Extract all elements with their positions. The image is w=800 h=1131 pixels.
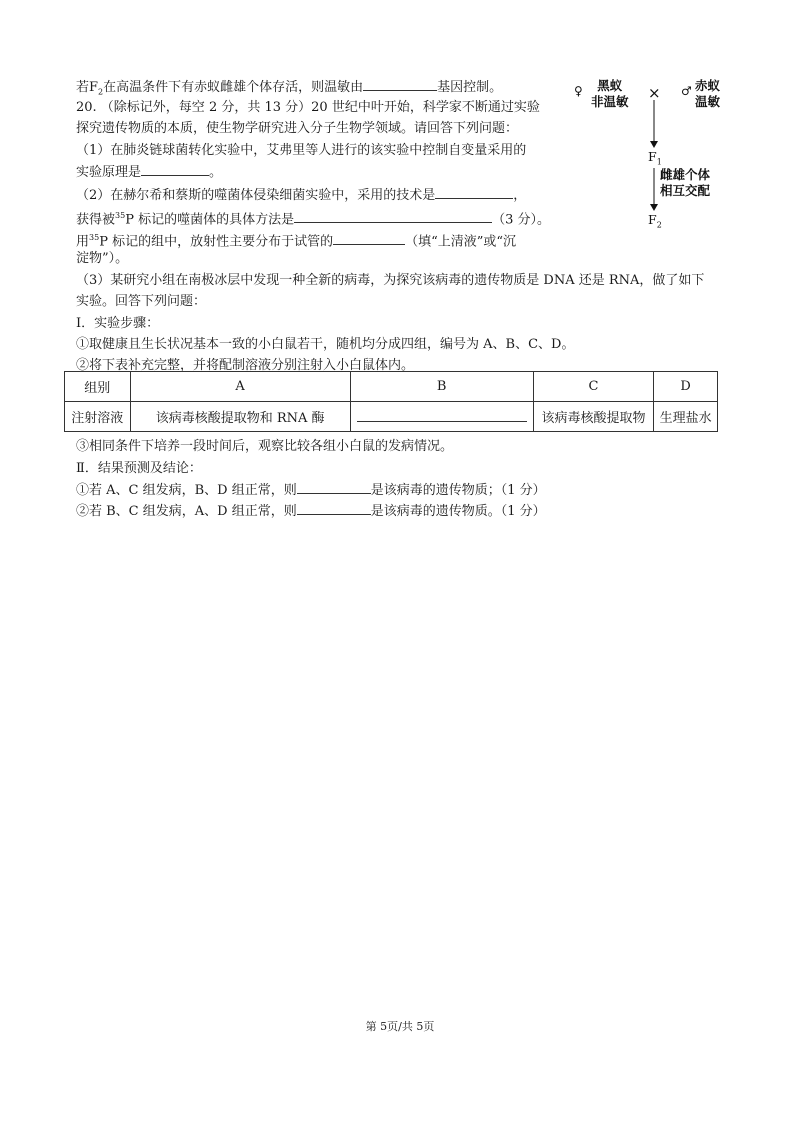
answer-blank[interactable] <box>141 162 209 176</box>
q20-part2-line2 <box>76 206 550 229</box>
result-2 <box>76 501 546 521</box>
page-footer: 第 5页/共 5页 <box>365 1020 435 1033</box>
results-title: Ⅱ．结果预测及结论： <box>76 461 202 476</box>
female-symbol: ♀ <box>574 84 583 98</box>
answer-blank[interactable] <box>294 209 492 223</box>
step-1: ①取健康且生长状况基本一致的小白鼠若干，随机均分成四组，编号为 A、B、C、D。 <box>76 337 575 352</box>
q19-text: 若F <box>76 80 99 95</box>
table-row-label: 注射溶液 <box>65 402 131 432</box>
female-parent-label <box>591 78 629 110</box>
result-text: 是该病毒的遗传物质。（1 分） <box>370 504 546 519</box>
answer-blank[interactable] <box>363 77 437 91</box>
f2-text: F <box>648 212 657 227</box>
male-symbol: ♂ <box>681 84 692 98</box>
q19-text: 在高温条件下有赤蚁雌雄个体存活，则温敏由 <box>103 80 364 95</box>
table-cell-a: 该病毒核酸提取物和 RNA 酶 <box>130 402 350 432</box>
step-2: ②将下表补充完整，并将配制溶液分别注射入小白鼠体内。 <box>76 358 415 373</box>
injection-table <box>64 371 718 432</box>
f1-text: F <box>648 149 657 164</box>
female-line2: 非温敏 <box>591 94 629 109</box>
part1-text: 。 <box>209 165 223 180</box>
answer-blank[interactable] <box>297 501 371 515</box>
table-cell-c: 该病毒核酸提取物 <box>533 402 654 432</box>
answer-blank[interactable] <box>297 480 371 494</box>
part2-text: P 标记的噬菌体的具体方法是 <box>125 212 295 228</box>
isotope-superscript: 35 <box>89 233 100 242</box>
q20-part2-line4: 淀物”）。 <box>76 251 129 266</box>
part1-text: 实验原理是 <box>76 165 142 180</box>
cross-symbol: × <box>648 84 661 102</box>
result-1 <box>76 480 546 500</box>
part2-text: ， <box>513 188 527 203</box>
male-parent-label <box>695 78 720 110</box>
f2-label <box>648 212 662 234</box>
result-text: ①若 A、C 组发病，B、D 组正常，则 <box>76 483 297 498</box>
q19-subscript: 2 <box>98 87 104 97</box>
table-header-row <box>65 372 718 402</box>
table-header-cell: 组别 <box>65 372 131 402</box>
part2-text: （3 分）。 <box>492 212 550 228</box>
table-row <box>65 402 718 432</box>
male-line2: 温敏 <box>695 94 721 109</box>
answer-blank[interactable] <box>357 408 527 422</box>
q20-part2-line1 <box>76 185 526 205</box>
steps-title: Ⅰ．实验步骤： <box>76 316 160 331</box>
step-line2: 相互交配 <box>660 183 711 198</box>
answer-blank[interactable] <box>333 231 405 245</box>
female-line1: 黑蚁 <box>597 78 623 93</box>
q20-part2-line3 <box>76 228 516 251</box>
q20-part3-line1: （3）某研究小组在南极冰层中发现一种全新的病毒，为探究该病毒的遗传物质是 DNA 还是 RNA，做了如下 <box>76 273 705 288</box>
result-text: 是该病毒的遗传物质；（1 分） <box>370 483 546 498</box>
q19-text: 基因控制。 <box>437 80 503 95</box>
part2-text: 用 <box>76 234 90 250</box>
cross-arrows <box>635 96 675 316</box>
table-cell-b[interactable] <box>350 402 533 432</box>
table-header-cell: A <box>130 372 350 402</box>
table-header-cell: C <box>533 372 654 402</box>
q20-intro-line2: 探究遗传物质的本质，使生物学研究进入分子生物学领域。请回答下列问题： <box>76 121 519 136</box>
step-line1: 雌雄个体 <box>660 167 711 182</box>
arrow-head-1 <box>650 141 658 148</box>
part2-text: （2）在赫尔希和蔡斯的噬菌体侵染细菌实验中，采用的技术是 <box>76 188 436 203</box>
q20-intro-line1: 20. （除标记外，每空 2 分，共 13 分）20 世纪中叶开始，科学家不断通过实验 <box>76 100 540 115</box>
part2-text: （填“上清液”或“沉 <box>405 234 517 250</box>
step-label <box>660 167 710 199</box>
answer-blank[interactable] <box>435 185 513 199</box>
f2-subscript: 2 <box>656 220 662 230</box>
table-header-cell: D <box>654 372 718 402</box>
isotope-superscript: 35 <box>115 211 126 220</box>
table-header-cell: B <box>350 372 533 402</box>
arrow-head-2 <box>650 204 658 211</box>
part2-text: 获得被 <box>76 212 116 228</box>
table-cell-d: 生理盐水 <box>654 402 718 432</box>
step-3: ③相同条件下培养一段时间后，观察比较各组小白鼠的发病情况。 <box>76 439 454 454</box>
part2-text: P 标记的组中，放射性主要分布于试管的 <box>99 234 334 250</box>
q20-part3-line2: 实验。回答下列问题： <box>76 294 207 309</box>
f1-subscript: 1 <box>656 157 662 167</box>
q20-part1-line1: （1）在肺炎链球菌转化实验中，艾弗里等人进行的该实验中控制自变量采用的 <box>76 143 527 158</box>
male-line1: 赤蚁 <box>695 78 721 93</box>
q20-part1-line2 <box>76 162 222 182</box>
result-text: ②若 B、C 组发病，A、D 组正常，则 <box>76 504 297 519</box>
